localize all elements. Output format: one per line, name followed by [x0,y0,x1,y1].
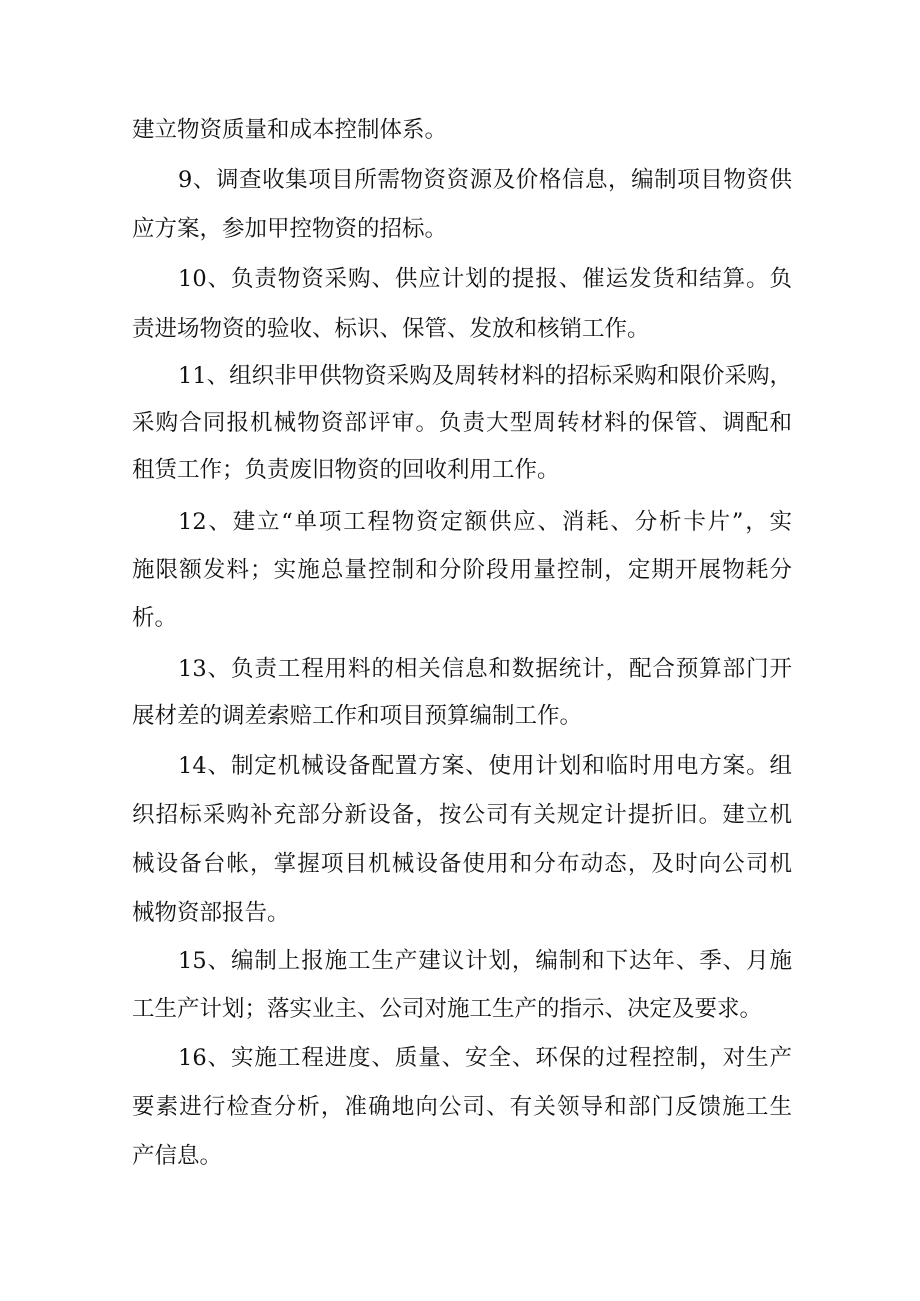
paragraph-12-line-1: 12、建立“单项工程物资定额供应、消耗、分析卡片”，实 [178,509,792,535]
paragraph-10-line-2: 责进场物资的验收、标识、保管、发放和核销工作。 [132,316,650,342]
paragraph-12-line-3: 析。 [132,605,178,631]
paragraph-8-line-1: 建立物资质量和成本控制体系。 [132,117,448,143]
paragraph-14-line-1: 14、制定机械设备配置方案、使用计划和临时用电方案。组 [178,753,792,779]
paragraph-13-line-2: 展材差的调差索赔工作和项目预算编制工作。 [132,703,583,729]
paragraph-16-line-3: 产信息。 [132,1143,223,1169]
paragraph-16-line-1: 16、实施工程进度、质量、安全、环保的过程控制，对生产 [178,1045,792,1071]
paragraph-11-line-3: 租赁工作；负责废旧物资的回收利用工作。 [132,457,560,483]
paragraph-11-line-1: 11、组织非甲供物资采购及周转材料的招标采购和限价采购， [178,363,792,389]
paragraph-9-line-2: 应方案，参加甲控物资的招标。 [132,216,448,242]
paragraph-15-line-1: 15、编制上报施工生产建议计划，编制和下达年、季、月施 [178,948,792,974]
paragraph-15-line-2: 工生产计划；落实业主、公司对施工生产的指示、决定及要求。 [132,996,763,1022]
paragraph-14-line-2: 织招标采购补充部分新设备，按公司有关规定计提折旧。建立机 [132,802,792,828]
paragraph-10-line-1: 10、负责物资采购、供应计划的提报、催运发货和结算。负 [178,266,792,292]
paragraph-16-line-2: 要素进行检查分析，准确地向公司、有关领导和部门反馈施工生 [132,1094,792,1120]
paragraph-14-line-3: 械设备台帐，掌握项目机械设备使用和分布动态，及时向公司机 [132,851,792,877]
paragraph-13-line-1: 13、负责工程用料的相关信息和数据统计，配合预算部门开 [178,656,792,682]
paragraph-11-line-2: 采购合同报机械物资部评审。负责大型周转材料的保管、调配和 [132,410,792,436]
paragraph-12-line-2: 施限额发料；实施总量控制和分阶段用量控制，定期开展物耗分 [132,557,792,583]
paragraph-14-line-4: 械物资部报告。 [132,900,290,926]
paragraph-9-line-1: 9、调查收集项目所需物资资源及价格信息，编制项目物资供 [178,167,792,193]
